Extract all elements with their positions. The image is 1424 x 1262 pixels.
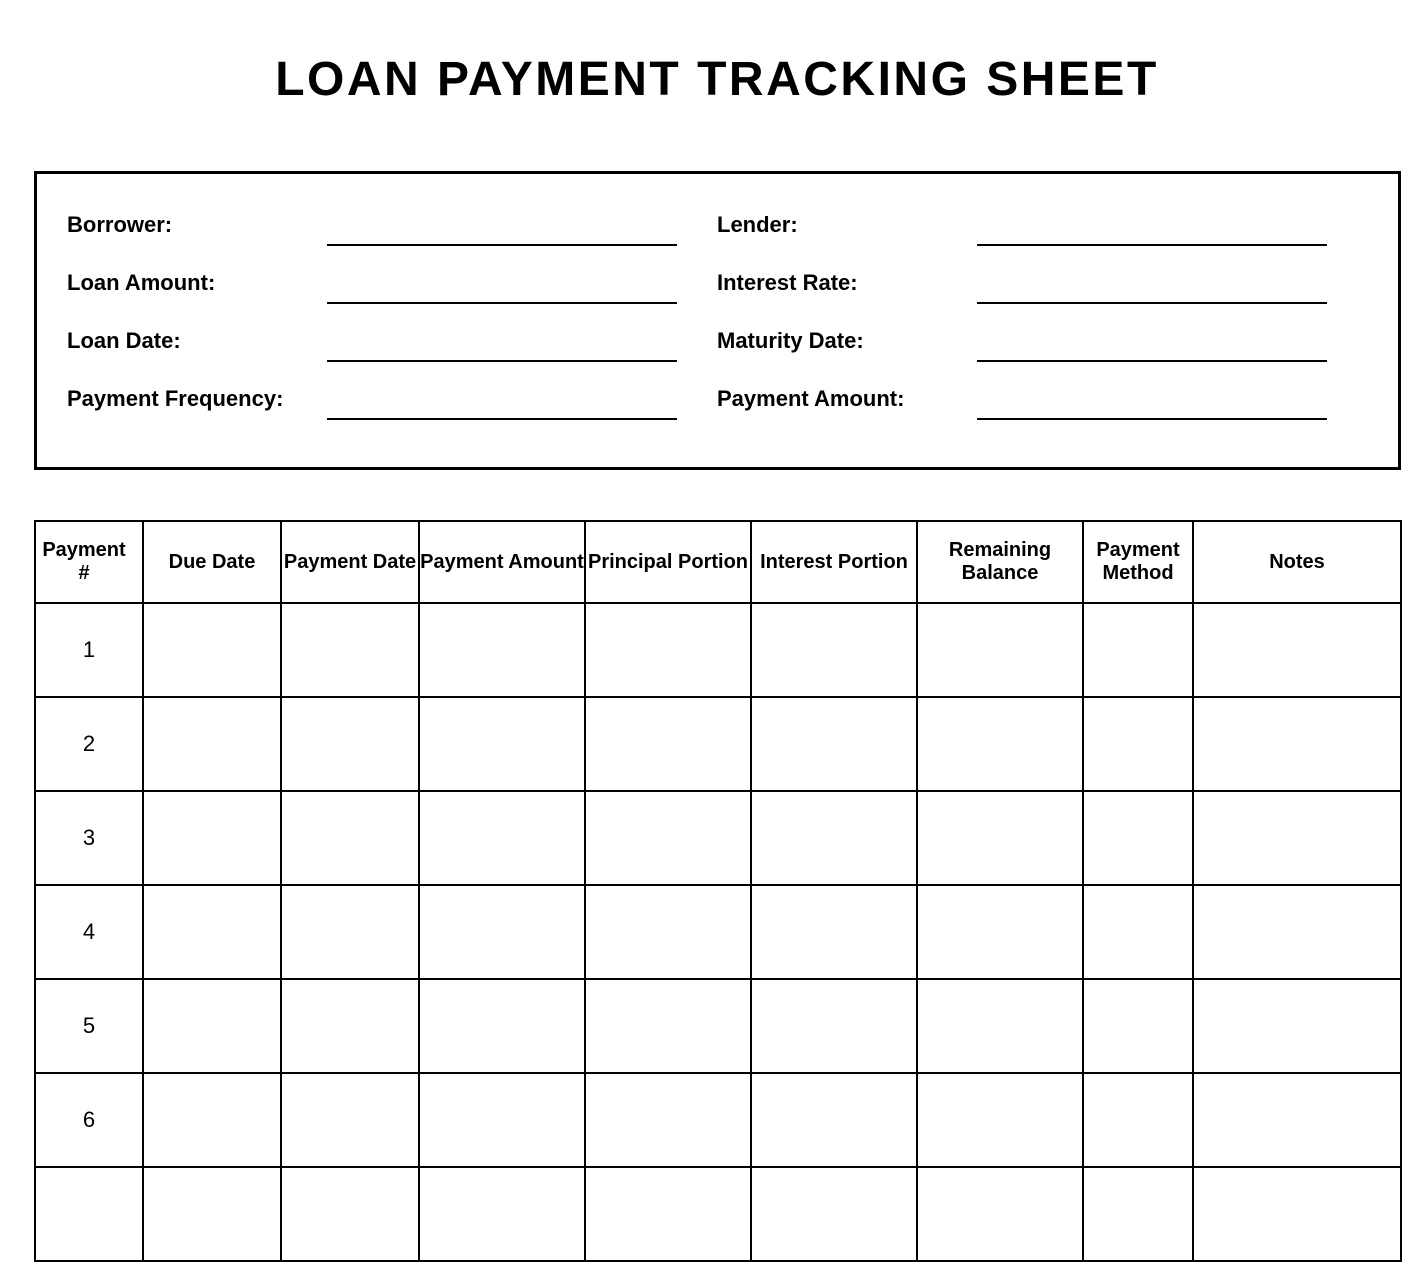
table-cell[interactable] — [1083, 791, 1193, 885]
table-row — [35, 791, 1401, 885]
table-cell[interactable] — [1083, 603, 1193, 697]
payment-number: 5 — [35, 979, 143, 1073]
field-label: Payment Amount: — [717, 386, 905, 411]
table-cell[interactable] — [751, 791, 917, 885]
table-cell[interactable] — [1193, 603, 1401, 697]
table-cell[interactable] — [1083, 697, 1193, 791]
table-cell[interactable] — [917, 1167, 1083, 1261]
table-cell[interactable] — [751, 697, 917, 791]
table-cell[interactable] — [1193, 1073, 1401, 1167]
table-cell[interactable] — [585, 1073, 751, 1167]
table-cell[interactable] — [917, 979, 1083, 1073]
column-header: Payment Date — [281, 521, 419, 603]
table-cell[interactable] — [1193, 791, 1401, 885]
table-cell[interactable] — [751, 1167, 917, 1261]
field-input-line[interactable] — [327, 360, 677, 362]
table-cell[interactable] — [419, 603, 585, 697]
table-cell[interactable] — [281, 791, 419, 885]
payment-number: 3 — [35, 791, 143, 885]
page-title: LOAN PAYMENT TRACKING SHEET — [275, 53, 1159, 106]
field-input-line[interactable] — [977, 302, 1327, 304]
column-header: Remaining Balance — [917, 521, 1083, 603]
column-header: Principal Portion — [585, 521, 751, 603]
field-input-line[interactable] — [977, 360, 1327, 362]
column-header: Payment Method — [1083, 521, 1193, 603]
table-cell[interactable] — [419, 697, 585, 791]
field-label: Borrower: — [67, 212, 173, 237]
field-input-line[interactable] — [327, 244, 677, 246]
table-cell[interactable] — [1193, 885, 1401, 979]
table-cell[interactable] — [281, 885, 419, 979]
payment-number: 6 — [35, 1073, 143, 1167]
table-cell[interactable] — [143, 979, 281, 1073]
table-cell[interactable] — [751, 885, 917, 979]
field-label: Interest Rate: — [717, 270, 858, 295]
table-row — [35, 1167, 1401, 1261]
table-cell[interactable] — [281, 1167, 419, 1261]
field-input-line[interactable] — [977, 244, 1327, 246]
table-cell[interactable] — [419, 1073, 585, 1167]
header-row — [35, 521, 1401, 603]
field-label: Loan Amount: — [67, 270, 216, 295]
table-row — [35, 697, 1401, 791]
table-cell[interactable] — [1083, 885, 1193, 979]
table-cell[interactable] — [419, 1167, 585, 1261]
column-header: Payment # — [35, 521, 143, 603]
payment-number: 1 — [35, 603, 143, 697]
table-cell[interactable] — [585, 697, 751, 791]
table-cell[interactable] — [281, 979, 419, 1073]
table-cell[interactable] — [1083, 1073, 1193, 1167]
table-cell[interactable] — [917, 1073, 1083, 1167]
table-cell[interactable] — [143, 603, 281, 697]
table-cell[interactable] — [143, 1073, 281, 1167]
table-cell[interactable] — [281, 697, 419, 791]
table-cell[interactable] — [585, 791, 751, 885]
table-cell[interactable] — [751, 603, 917, 697]
table-cell[interactable] — [917, 603, 1083, 697]
table-cell[interactable] — [143, 791, 281, 885]
loan-info-box — [34, 171, 1401, 470]
field-input-line[interactable] — [327, 418, 677, 420]
table-cell[interactable] — [1083, 1167, 1193, 1261]
table-cell[interactable] — [585, 1167, 751, 1261]
table-cell[interactable] — [751, 1073, 917, 1167]
table-cell[interactable] — [419, 791, 585, 885]
field-input-line[interactable] — [977, 418, 1327, 420]
table-row — [35, 979, 1401, 1073]
table-cell[interactable] — [1193, 697, 1401, 791]
table-cell[interactable] — [917, 697, 1083, 791]
table-cell[interactable] — [751, 979, 917, 1073]
field-label: Payment Frequency: — [67, 386, 284, 411]
table-row — [35, 603, 1401, 697]
table-cell[interactable] — [917, 885, 1083, 979]
column-header: Notes — [1193, 521, 1401, 603]
table-row — [35, 885, 1401, 979]
table-cell[interactable] — [143, 885, 281, 979]
table-cell[interactable] — [419, 885, 585, 979]
table-cell[interactable] — [281, 603, 419, 697]
column-header: Due Date — [143, 521, 281, 603]
table-cell[interactable] — [419, 979, 585, 1073]
payment-number — [35, 1167, 143, 1261]
table-cell[interactable] — [281, 1073, 419, 1167]
table-row — [35, 1073, 1401, 1167]
table-cell[interactable] — [585, 885, 751, 979]
field-input-line[interactable] — [327, 302, 677, 304]
payment-number: 2 — [35, 697, 143, 791]
field-label: Lender: — [717, 212, 798, 237]
table-cell[interactable] — [1083, 979, 1193, 1073]
table-cell[interactable] — [1193, 979, 1401, 1073]
column-header: Payment Amount — [419, 521, 585, 603]
table-cell[interactable] — [585, 979, 751, 1073]
table-cell[interactable] — [917, 791, 1083, 885]
payment-number: 4 — [35, 885, 143, 979]
table-cell[interactable] — [585, 603, 751, 697]
payment-table — [34, 520, 1402, 1262]
field-label: Loan Date: — [67, 328, 181, 353]
table-cell[interactable] — [143, 697, 281, 791]
field-label: Maturity Date: — [717, 328, 864, 353]
table-cell[interactable] — [1193, 1167, 1401, 1261]
column-header: Interest Portion — [751, 521, 917, 603]
table-cell[interactable] — [143, 1167, 281, 1261]
